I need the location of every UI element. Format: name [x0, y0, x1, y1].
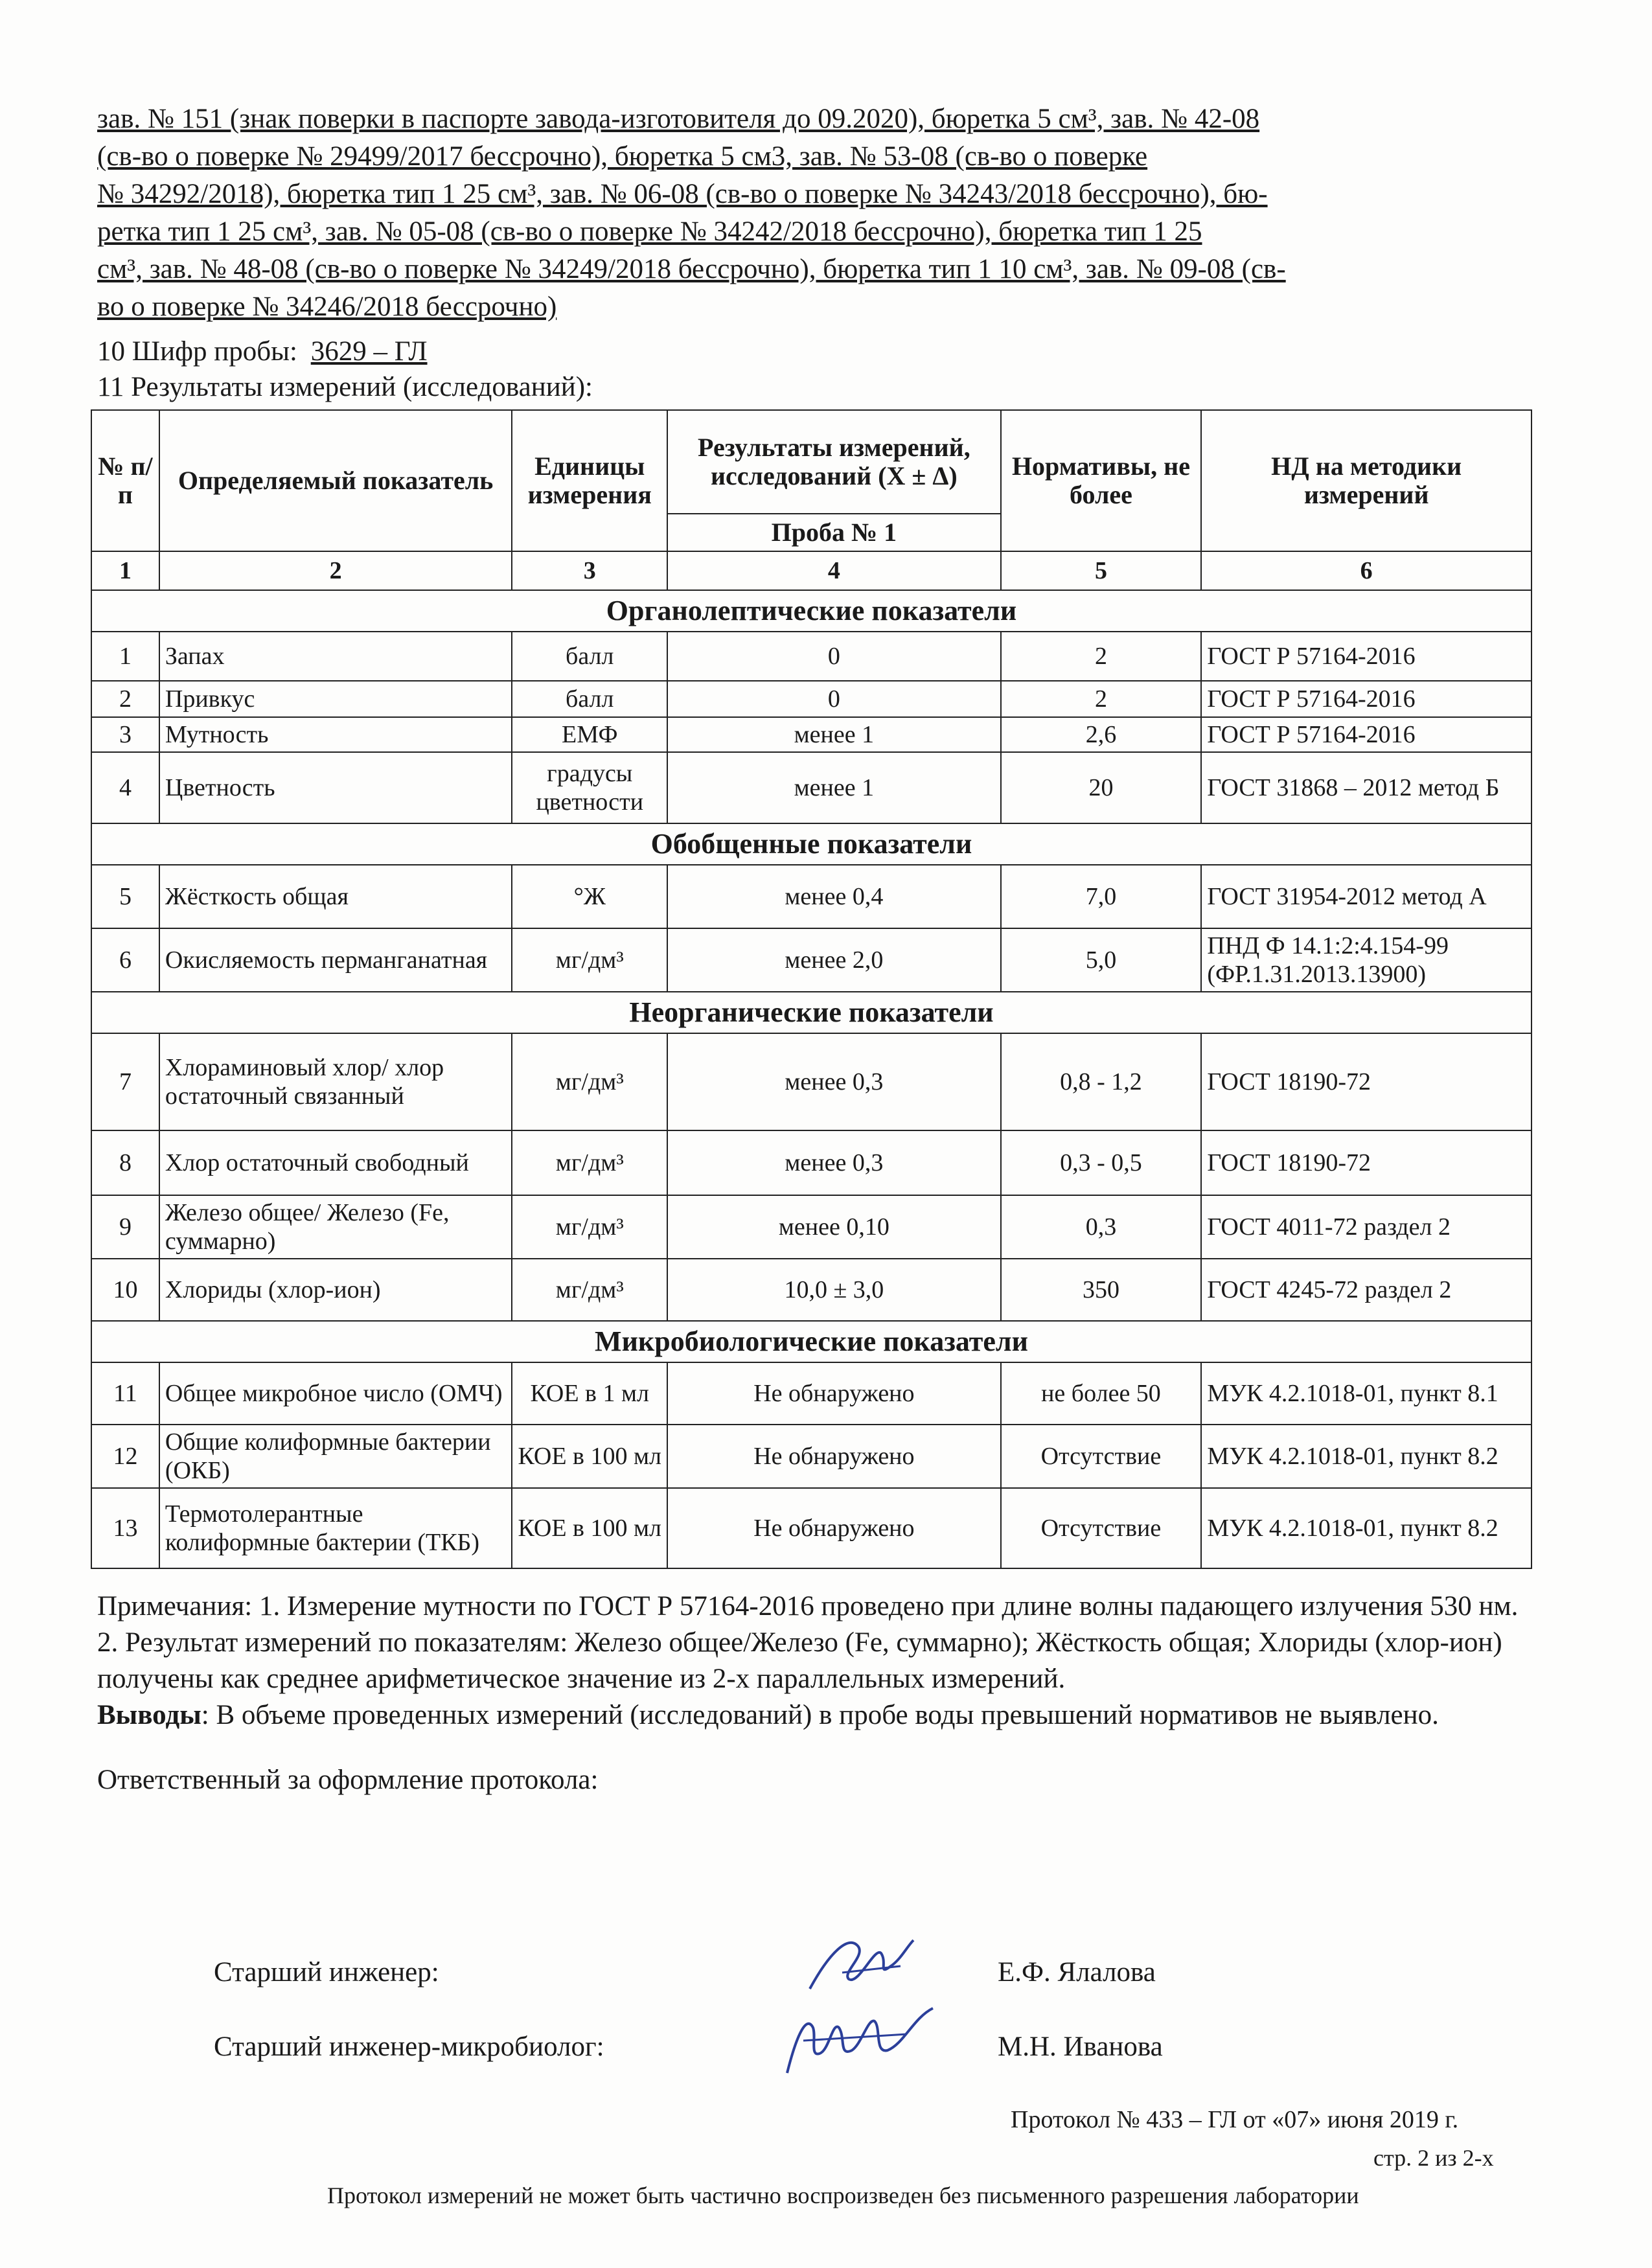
- column-number: 6: [1201, 551, 1532, 590]
- col-header-method: НД на методики измерений: [1201, 410, 1532, 551]
- row-number: 5: [91, 865, 159, 928]
- intro-line: ретка тип 1 25 см³, зав. № 05-08 (св-во о поверке № 34242/2018 бессрочно), бюретка тип 1 25: [97, 216, 1202, 247]
- param-cell: Хлор остаточный свободный: [159, 1130, 512, 1195]
- table-row: [91, 1033, 1532, 1130]
- result-cell: 10,0 ± 3,0: [667, 1259, 1000, 1321]
- norm-cell: 0,8 - 1,2: [1001, 1033, 1202, 1130]
- param-cell: Железо общее/ Железо (Fe, суммарно): [159, 1195, 512, 1259]
- row-number: 7: [91, 1033, 159, 1130]
- method-cell: ГОСТ 31954-2012 метод А: [1201, 865, 1532, 928]
- method-cell: ГОСТ 18190-72: [1201, 1033, 1532, 1130]
- column-number: 4: [667, 551, 1000, 590]
- table-row: [91, 865, 1532, 928]
- param-cell: Жёсткость общая: [159, 865, 512, 928]
- table-row: [91, 632, 1532, 681]
- results-heading: 11 Результаты измерений (исследований):: [97, 372, 593, 402]
- result-cell: менее 2,0: [667, 928, 1000, 992]
- column-number: 5: [1001, 551, 1202, 590]
- section-title: Неорганические показатели: [91, 992, 1532, 1033]
- param-cell: Общие колиформные бактерии (ОКБ): [159, 1425, 512, 1488]
- section-row: [91, 590, 1532, 632]
- norm-cell: 20: [1001, 752, 1202, 823]
- equipment-list: [97, 100, 1529, 326]
- result-cell: Не обнаружено: [667, 1425, 1000, 1488]
- row-number: 4: [91, 752, 159, 823]
- param-cell: Запах: [159, 632, 512, 681]
- note-1: Примечания: 1. Измерение мутности по ГОСТ Р 57164-2016 проведено при длине волны падающего излучения 530 нм.: [97, 1591, 1519, 1621]
- unit-cell: КОЕ в 100 мл: [512, 1488, 667, 1568]
- method-cell: ГОСТ Р 57164-2016: [1201, 681, 1532, 717]
- column-number: 1: [91, 551, 159, 590]
- row-number: 3: [91, 717, 159, 752]
- table-row: [91, 1259, 1532, 1321]
- unit-cell: °Ж: [512, 865, 667, 928]
- table-row: [91, 1488, 1532, 1568]
- notes-block: [97, 1588, 1542, 1798]
- responsible-label: Ответственный за оформление протокола:: [97, 1765, 599, 1795]
- col-header-unit: Единицы измерения: [512, 410, 667, 551]
- signature-role: Старший инженер:: [214, 1957, 439, 1987]
- method-cell: ГОСТ 18190-72: [1201, 1130, 1532, 1195]
- param-cell: Хлориды (хлор-ион): [159, 1259, 512, 1321]
- unit-cell: КОЕ в 1 мл: [512, 1362, 667, 1425]
- norm-cell: не более 50: [1001, 1362, 1202, 1425]
- param-cell: Общее микробное число (ОМЧ): [159, 1362, 512, 1425]
- protocol-reference: Протокол № 433 – ГЛ от «07» июня 2019 г.: [1011, 2106, 1459, 2133]
- col-header-result: Результаты измерений, исследований (X ± Δ): [667, 410, 1000, 514]
- intro-line: во о поверке № 34246/2018 бессрочно): [97, 292, 557, 322]
- intro-line: см³, зав. № 48-08 (св-во о поверке № 34249/2018 бессрочно), бюретка тип 1 10 см³, зав. № 09-08 (св-: [97, 254, 1286, 284]
- row-number: 1: [91, 632, 159, 681]
- param-cell: Привкус: [159, 681, 512, 717]
- result-cell: Не обнаружено: [667, 1362, 1000, 1425]
- column-number: 2: [159, 551, 512, 590]
- intro-line: зав. № 151 (знак поверки в паспорте завода-изготовителя до 09.2020), бюретка 5 см³, зав. № 42-08: [97, 104, 1260, 134]
- section-title: Органолептические показатели: [91, 590, 1532, 632]
- conclusion-label: Выводы: [97, 1700, 201, 1730]
- table-row: [91, 928, 1532, 992]
- signature-name: М.Н. Иванова: [998, 2032, 1163, 2062]
- param-cell: Окисляемость перманганатная: [159, 928, 512, 992]
- method-cell: МУК 4.2.1018-01, пункт 8.1: [1201, 1362, 1532, 1425]
- param-cell: Хлораминовый хлор/ хлор остаточный связанный: [159, 1033, 512, 1130]
- results-table: [91, 409, 1532, 1569]
- unit-cell: КОЕ в 100 мл: [512, 1425, 667, 1488]
- result-cell: менее 0,4: [667, 865, 1000, 928]
- param-cell: Цветность: [159, 752, 512, 823]
- table-row: [91, 1425, 1532, 1488]
- sample-header: Проба № 1: [667, 514, 1000, 551]
- unit-cell: мг/дм³: [512, 928, 667, 992]
- section-row: [91, 1321, 1532, 1362]
- intro-line: (св-во о поверке № 29499/2017 бессрочно), бюретка 5 см3, зав. № 53-08 (св-во о поверке: [97, 141, 1148, 172]
- section-title: Микробиологические показатели: [91, 1321, 1532, 1362]
- sample-code: 3629 – ГЛ: [310, 336, 428, 367]
- page-number: стр. 2 из 2-х: [1373, 2145, 1494, 2171]
- signature-mark-1: [803, 1927, 920, 2005]
- table-row: [91, 681, 1532, 717]
- header-row: [91, 410, 1532, 514]
- result-cell: менее 0,3: [667, 1033, 1000, 1130]
- col-header-norm: Нормативы, не более: [1001, 410, 1202, 551]
- norm-cell: 7,0: [1001, 865, 1202, 928]
- result-cell: менее 0,10: [667, 1195, 1000, 1259]
- row-number: 2: [91, 681, 159, 717]
- method-cell: ГОСТ Р 57164-2016: [1201, 632, 1532, 681]
- norm-cell: 0,3: [1001, 1195, 1202, 1259]
- section-row: [91, 823, 1532, 865]
- method-cell: ГОСТ Р 57164-2016: [1201, 717, 1532, 752]
- signature-mark-2: [777, 1995, 946, 2092]
- intro-line: № 34292/2018), бюретка тип 1 25 см³, зав. № 06-08 (св-во о поверке № 34243/2018 бессрочно), бю-: [97, 179, 1268, 209]
- row-number: 10: [91, 1259, 159, 1321]
- row-number: 9: [91, 1195, 159, 1259]
- result-cell: менее 0,3: [667, 1130, 1000, 1195]
- norm-cell: 350: [1001, 1259, 1202, 1321]
- unit-cell: мг/дм³: [512, 1259, 667, 1321]
- norm-cell: Отсутствие: [1001, 1425, 1202, 1488]
- result-cell: менее 1: [667, 717, 1000, 752]
- unit-cell: мг/дм³: [512, 1195, 667, 1259]
- table-row: [91, 1362, 1532, 1425]
- param-cell: Мутность: [159, 717, 512, 752]
- table-row: [91, 752, 1532, 823]
- row-number: 11: [91, 1362, 159, 1425]
- section-row: [91, 992, 1532, 1033]
- unit-cell: ЕМФ: [512, 717, 667, 752]
- norm-cell: 2: [1001, 632, 1202, 681]
- row-number: 12: [91, 1425, 159, 1488]
- section-title: Обобщенные показатели: [91, 823, 1532, 865]
- table-row: [91, 1195, 1532, 1259]
- norm-cell: 2,6: [1001, 717, 1202, 752]
- norm-cell: 5,0: [1001, 928, 1202, 992]
- disclaimer: Протокол измерений не может быть частично воспроизведен без письменного разрешения лаборатории: [327, 2182, 1359, 2208]
- param-cell: Термотолерантные колиформные бактерии (ТКБ): [159, 1488, 512, 1568]
- unit-cell: балл: [512, 681, 667, 717]
- col-header-param: Определяемый показатель: [159, 410, 512, 551]
- unit-cell: градусы цветности: [512, 752, 667, 823]
- result-cell: менее 1: [667, 752, 1000, 823]
- sample-code-line: [97, 334, 428, 370]
- conclusion-text: : В объеме проведенных измерений (исследований) в пробе воды превышений нормативов не выявлено.: [201, 1700, 1439, 1730]
- unit-cell: мг/дм³: [512, 1130, 667, 1195]
- method-cell: ГОСТ 4245-72 раздел 2: [1201, 1259, 1532, 1321]
- table-row: [91, 1130, 1532, 1195]
- col-header-num: № п/п: [91, 410, 159, 551]
- method-cell: МУК 4.2.1018-01, пункт 8.2: [1201, 1425, 1532, 1488]
- method-cell: ГОСТ 31868 – 2012 метод Б: [1201, 752, 1532, 823]
- column-number: 3: [512, 551, 667, 590]
- sample-code-label: 10 Шифр пробы:: [97, 336, 297, 367]
- signature-role: Старший инженер-микробиолог:: [214, 2032, 604, 2062]
- norm-cell: 0,3 - 0,5: [1001, 1130, 1202, 1195]
- conclusion: [97, 1697, 1542, 1734]
- unit-cell: балл: [512, 632, 667, 681]
- table-row: [91, 717, 1532, 752]
- note-2: 2. Результат измерений по показателям: Железо общее/Железо (Fe, суммарно); Жёсткость общая; Хлориды (хлор-ион) получены как среднее арифметическое значение из 2-х параллельных измерений.: [97, 1627, 1502, 1694]
- result-cell: 0: [667, 681, 1000, 717]
- method-cell: ПНД Ф 14.1:2:4.154-99 (ФР.1.31.2013.13900): [1201, 928, 1532, 992]
- signature-name: Е.Ф. Ялалова: [998, 1957, 1156, 1987]
- norm-cell: Отсутствие: [1001, 1488, 1202, 1568]
- results-table-body: [91, 590, 1532, 1568]
- row-number: 13: [91, 1488, 159, 1568]
- result-cell: 0: [667, 632, 1000, 681]
- method-cell: ГОСТ 4011-72 раздел 2: [1201, 1195, 1532, 1259]
- column-number-row: [91, 551, 1532, 590]
- result-cell: Не обнаружено: [667, 1488, 1000, 1568]
- row-number: 8: [91, 1130, 159, 1195]
- row-number: 6: [91, 928, 159, 992]
- method-cell: МУК 4.2.1018-01, пункт 8.2: [1201, 1488, 1532, 1568]
- unit-cell: мг/дм³: [512, 1033, 667, 1130]
- norm-cell: 2: [1001, 681, 1202, 717]
